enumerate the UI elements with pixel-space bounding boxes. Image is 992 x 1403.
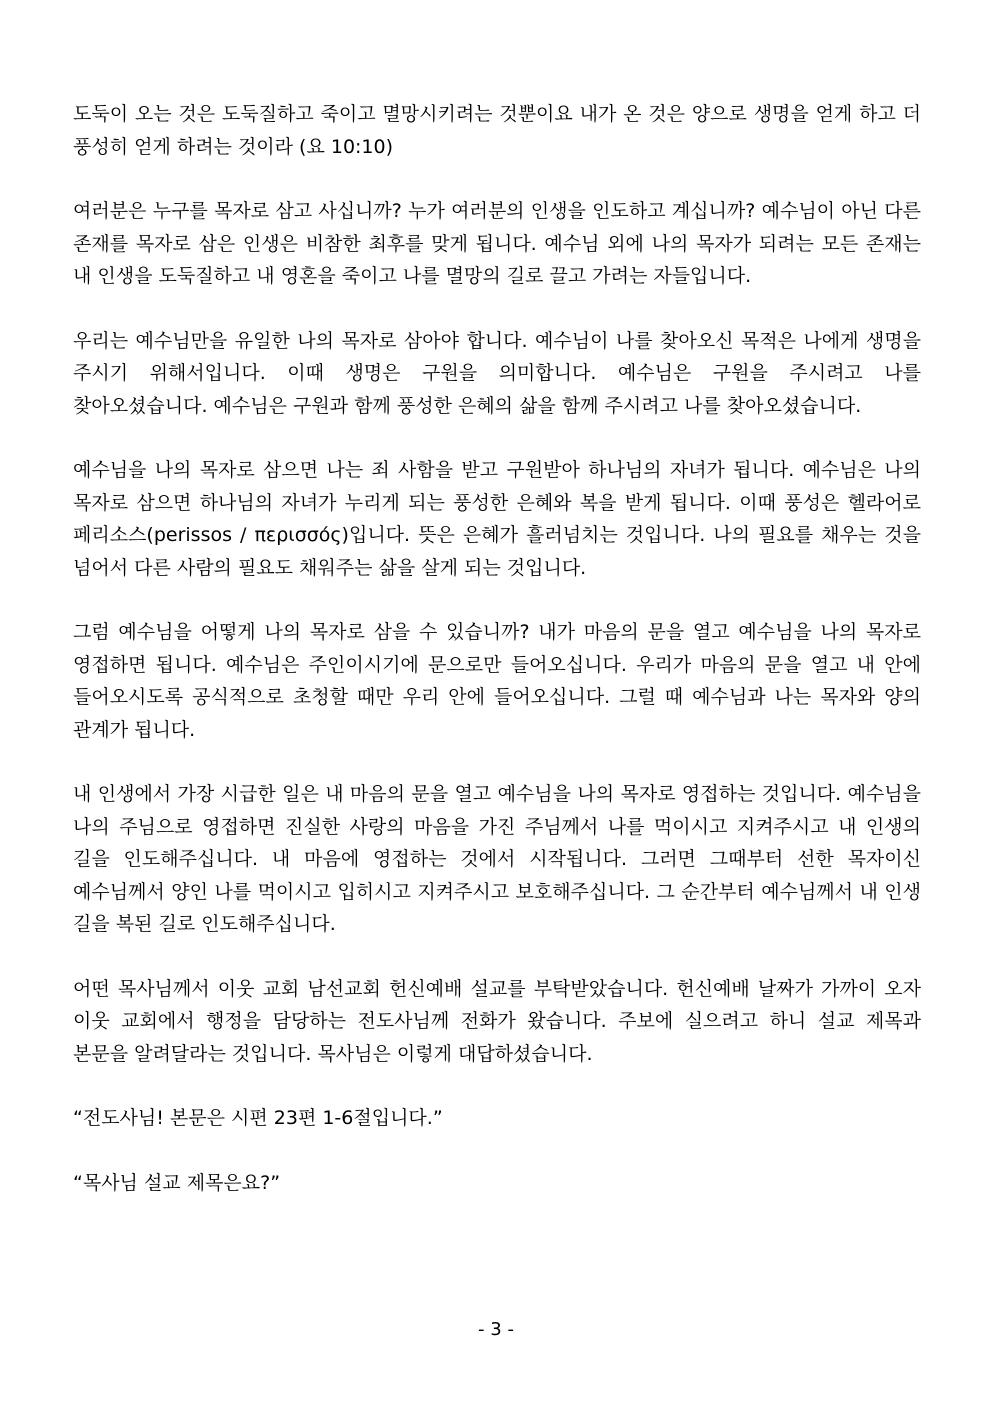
paragraph-1: 여러분은 누구를 목자로 삼고 사십니까? 누가 여러분의 인생을 인도하고 계십니까? 예수님이 아닌 다른 존재를 목자로 삼은 인생은 비참한 최후를 맞게 됩니다. 예수님 외에 나의 목자가 되려는 모든 존재는 내 인생을 도둑질하고 내 영혼을 죽이고 나를 멸망의 길로 끌고 가려는 자들입니다. <box>73 200 921 287</box>
scripture-verse: 도둑이 오는 것은 도둑질하고 죽이고 멸망시키려는 것뿐이요 내가 온 것은 양으로 생명을 얻게 하고 더 풍성히 얻게 하려는 것이라 (요 10:10) <box>73 103 921 158</box>
paragraph-5: 내 인생에서 가장 시급한 일은 내 마음의 문을 열고 예수님을 나의 목자로 영접하는 것입니다. 예수님을 나의 주님으로 영접하면 진실한 사랑의 마음을 가진 주님께서 나를 먹이시고 지켜주시고 내 인생의 길을 인도해주십니다. 내 마음에 영접하는 것에서 시작됩니다. 그러면 그때부터 선한 목자이신 예수님께서 양인 나를 먹이시고 입히시고 지켜주시고 보호해주십니다. 그 순간부터 예수님께서 내 인생 길을 복된 길로 인도해주십니다. <box>73 783 921 935</box>
quote-1: “전도사님! 본문은 시편 23편 1-6절입니다.” <box>73 1107 443 1129</box>
document-page <box>73 98 921 1231</box>
quote-2: “목사님 설교 제목은요?” <box>73 1171 281 1194</box>
page-number: - 3 - <box>478 1319 514 1340</box>
paragraph-2: 우리는 예수님만을 유일한 나의 목자로 삼아야 합니다. 예수님이 나를 찾아오신 목적은 나에게 생명을 주시기 위해서입니다. 이때 생명은 구원을 의미합니다. 예수님은 구원을 주시려고 나를 찾아오셨습니다. 예수님은 구원과 함께 풍성한 은혜의 삶을 함께 주시려고 나를 찾아오셨습니다. <box>73 329 921 417</box>
paragraph-4: 그럼 예수님을 어떻게 나의 목자로 삼을 수 있습니까? 내가 마음의 문을 열고 예수님을 나의 목자로 영접하면 됩니다. 예수님은 주인이시기에 문으로만 들어오십니다. 우리가 마음의 문을 열고 내 안에 들어오시도록 공식적으로 초청할 때만 우리 안에 들어오십니다. 그럴 때 예수님과 나는 목자와 양의 관계가 됩니다. <box>73 621 921 741</box>
paragraph-6: 어떤 목사님께서 이웃 교회 남선교회 헌신예배 설교를 부탁받았습니다. 헌신예배 날짜가 가까이 오자 이웃 교회에서 행정을 담당하는 전도사님께 전화가 왔습니다. 주보에 실으려고 하니 설교 제목과 본문을 알려달라는 것입니다. 목사님은 이렇게 대답하셨습니다. <box>73 977 921 1065</box>
paragraph-3: 예수님을 나의 목자로 삼으면 나는 죄 사함을 받고 구원받아 하나님의 자녀가 됩니다. 예수님은 나의 목자로 삼으면 하나님의 자녀가 누리게 되는 풍성한 은혜와 복을 받게 됩니다. 이때 풍성은 헬라어로 페리소스(perissos / περισσός)입니다. 뜻은 은혜가 흘러넘치는 것입니다. 나의 필요를 채우는 것을 넘어서 다른 사람의 필요도 채워주는 삶을 살게 되는 것입니다. <box>73 459 921 579</box>
